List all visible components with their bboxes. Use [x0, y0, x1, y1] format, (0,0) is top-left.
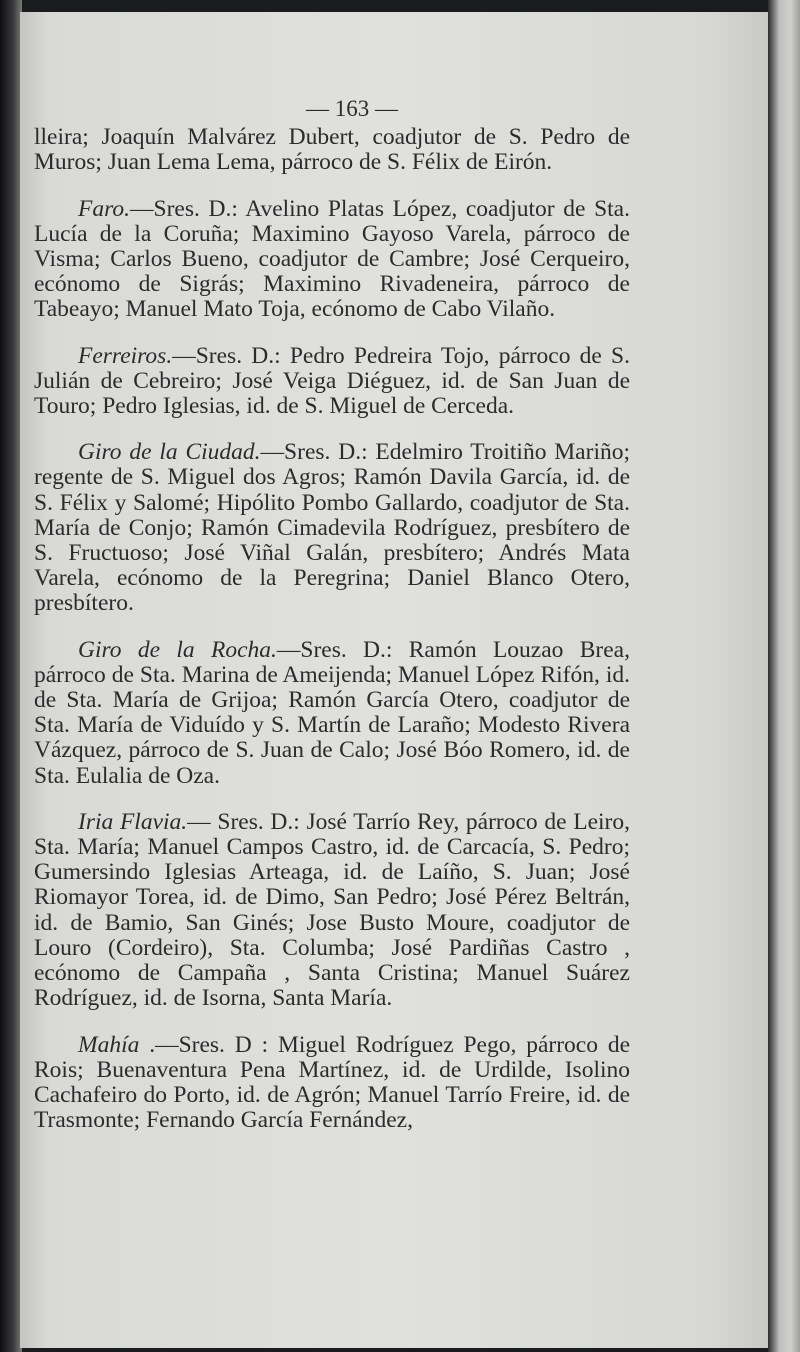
paragraph-heading: Mahía — [78, 1031, 140, 1058]
page-number: — 163 — — [306, 96, 398, 121]
paragraph-heading: Giro de la Ciudad. — [78, 439, 261, 466]
paragraph-heading: Ferreiros. — [78, 342, 173, 369]
next-page-edge — [768, 0, 800, 1352]
paragraph-text: —Sres. D.: Edelmiro Troitiño Mariño; regente de S. Miguel dos Agros; Ramón Davila García, id. de S. Félix y Salomé; Hipólito Pombo Gallardo, coadjutor de Sta. María de Conjo; Ramón Cimadevila Rodríguez, presbítero de S. Fructuoso; José Viñal Galán, presbítero; Andrés Mata Varela, ecónomo de la Peregrina; Daniel Blanco Otero, presbítero. — [34, 439, 630, 617]
book-gutter-shadow — [0, 0, 22, 1352]
paragraph-ferreiros — [34, 344, 630, 420]
paragraph-mahia — [34, 1033, 630, 1134]
page-content — [34, 96, 630, 1154]
paragraph-heading: Faro. — [78, 195, 131, 222]
paragraph-text: .—Sres. D : Miguel Rodríguez Pego, párroco de Rois; Buenaventura Pena Martínez, id. de Urdilde, Isolino Cachafeiro do Porto, id. de Agrón; Manuel Tarrío Freire, id. de Trasmonte; Fernando García Fernández, — [34, 1031, 630, 1134]
paragraph-text: —Sres. D.: Avelino Platas López, coadjutor de Sta. Lucía de la Coruña; Maximino Gayoso Varela, párroco de Visma; Carlos Bueno, coadjutor de Cambre; José Cerqueiro, ecónomo de Sigrás; Maximino Rivadeneira, párroco de Tabeayo; Manuel Mato Toja, ecónomo de Cabo Vilaño. — [34, 195, 630, 323]
paragraph-heading: Iria Flavia. — [78, 808, 188, 835]
paragraph-iria-flavia — [34, 810, 630, 1012]
book-page — [20, 12, 768, 1348]
paragraph-text: —Sres. D.: Pedro Pedreira Tojo, párroco de S. Julián de Cebreiro; José Veiga Diéguez, id. de San Juan de Touro; Pedro Iglesias, id. de S. Miguel de Cerceda. — [34, 342, 630, 420]
paragraph-text: lleira; Joaquín Malvárez Dubert, coadjutor de S. Pedro de Muros; Juan Lema Lema, párroco de S. Félix de Eirón. — [34, 124, 630, 176]
paragraph-heading: Giro de la Rocha. — [78, 636, 277, 663]
paragraph-text: — Sres. D.: José Tarrío Rey, párroco de Leiro, Sta. María; Manuel Campos Castro, id. de Carcacía, S. Pedro; Gumersindo Iglesias Arteaga, id. de Laíño, S. Juan; José Riomayor Torea, id. de Dimo, San Pedro; José Pérez Beltrán, id. de Bamio, San Ginés; Jose Busto Moure, coadjutor de Louro (Cordeiro), Sta. Columba; José Pardiñas Castro , ecónomo de Campaña , Santa Cristina; Manuel Suárez Rodríguez, id. de Isorna, Santa María. — [34, 808, 630, 1012]
paragraph-continuation — [34, 125, 630, 175]
paragraph-giro-ciudad — [34, 440, 630, 616]
paragraph-giro-rocha — [34, 638, 630, 789]
paragraph-faro — [34, 197, 630, 323]
paragraph-text: —Sres. D.: Ramón Louzao Brea, párroco de Sta. Marina de Ameijenda; Manuel López Rifón, id. de Sta. María de Grijoa; Ramón García Otero, coadjutor de Sta. María de Viduído y S. Martín de Laraño; Modesto Rivera Vázquez, párroco de S. Juan de Calo; José Bóo Romero, id. de Sta. Eulalia de Oza. — [34, 636, 630, 789]
